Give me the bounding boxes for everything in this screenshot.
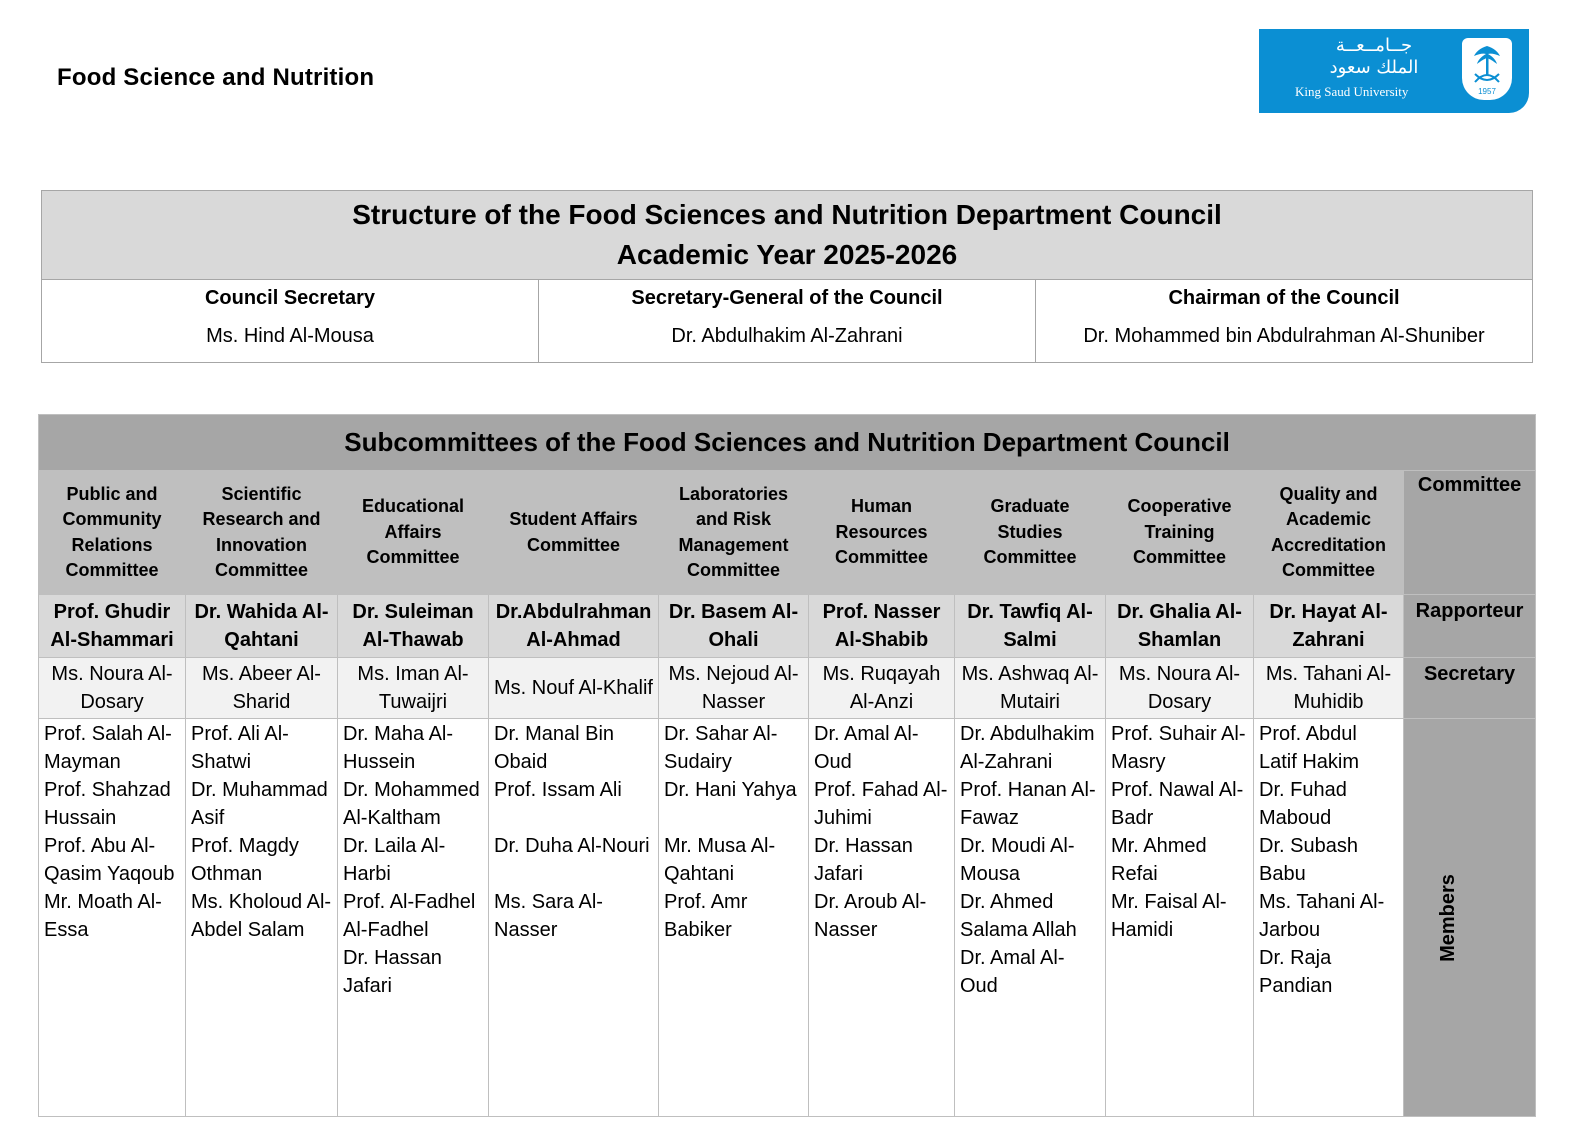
member-name: Dr. Muhammad Asif <box>191 779 328 829</box>
member-name: Dr. Abdulhakim Al-Zahrani <box>960 723 1095 773</box>
member-name: Ms. Tahani Al-Jarbou <box>1259 891 1385 941</box>
rapporteur-cell: Dr. Suleiman Al-Thawab <box>338 595 489 658</box>
committee-name-cell: Graduate Studies Committee <box>955 471 1106 595</box>
members-cell <box>489 719 659 1117</box>
member-name: Prof. Issam Ali <box>494 779 622 801</box>
members-label-text: Members <box>1436 873 1459 962</box>
members-cell <box>809 719 955 1117</box>
member-name: Ms. Kholoud Al-Abdel Salam <box>191 891 332 941</box>
rapporteur-cell: Dr. Ghalia Al-Shamlan <box>1106 595 1254 658</box>
member-name: Dr. Amal Al-Oud <box>960 947 1065 997</box>
palm-swords-emblem-icon <box>1462 38 1512 100</box>
secretary-cell: Ms. Abeer Al-Sharid <box>186 658 338 719</box>
member-name: Dr. Hani Yahya <box>664 779 797 801</box>
council-role-label: Secretary-General of the Council <box>539 280 1036 311</box>
logo-arabic-text: جــامــعــة الملك سعود <box>1329 35 1419 78</box>
member-name: Mr. Moath Al-Essa <box>44 891 162 941</box>
secretary-cell: Ms. Ashwaq Al-Mutairi <box>955 658 1106 719</box>
secretary-cell: Ms. Nejoud Al-Nasser <box>659 658 809 719</box>
secretary-cell: Ms. Ruqayah Al-Anzi <box>809 658 955 719</box>
member-name: Prof. Magdy Othman <box>191 835 299 885</box>
member-name: Dr. Moudi Al-Mousa <box>960 835 1075 885</box>
council-role-label: Council Secretary <box>42 280 539 311</box>
council-title-line1: Structure of the Food Sciences and Nutrition Department Council <box>352 199 1222 230</box>
member-name: Dr. Sahar Al-Sudairy <box>664 723 778 773</box>
rapporteur-row <box>39 595 1536 658</box>
members-cell <box>338 719 489 1117</box>
secretary-cell: Ms. Iman Al-Tuwaijri <box>338 658 489 719</box>
secretary-row <box>39 658 1536 719</box>
member-name: Dr. Fuhad Maboud <box>1259 779 1347 829</box>
member-name: Prof. Salah Al-Mayman <box>44 723 172 773</box>
member-name: Dr. Subash Babu <box>1259 835 1358 885</box>
member-name: Prof. Fahad Al-Juhimi <box>814 779 948 829</box>
member-name: Mr. Musa Al-Qahtani <box>664 835 776 885</box>
members-cell <box>955 719 1106 1117</box>
rapporteur-cell: Dr. Tawfiq Al-Salmi <box>955 595 1106 658</box>
rapporteur-cell: Prof. Nasser Al-Shabib <box>809 595 955 658</box>
secretary-cell: Ms. Noura Al-Dosary <box>1106 658 1254 719</box>
rapporteur-cell: Dr. Basem Al-Ohali <box>659 595 809 658</box>
member-name: Dr. Hassan Jafari <box>343 947 442 997</box>
member-name: Dr. Manal Bin Obaid <box>494 723 615 773</box>
council-title-line2: Academic Year 2025-2026 <box>616 239 958 270</box>
document-header-title: Food Science and Nutrition <box>57 64 375 91</box>
member-name: Prof. Abu Al-Qasim Yaqoub <box>44 835 175 885</box>
member-name: Mr. Faisal Al-Hamidi <box>1111 891 1227 941</box>
council-title <box>42 191 1533 280</box>
committee-name-cell: Public and Community Relations Committee <box>39 471 186 595</box>
rapporteur-cell: Dr. Hayat Al-Zahrani <box>1254 595 1404 658</box>
members-cell <box>659 719 809 1117</box>
secretary-cell: Ms. Nouf Al-Khalif <box>489 658 659 719</box>
secretary-cell: Ms. Noura Al-Dosary <box>39 658 186 719</box>
committee-names-row <box>39 471 1536 595</box>
members-cell <box>186 719 338 1117</box>
committee-name-cell: Quality and Academic Accreditation Committee <box>1254 471 1404 595</box>
committee-name-cell: Scientific Research and Innovation Committee <box>186 471 338 595</box>
committee-name-cell: Laboratories and Risk Management Committee <box>659 471 809 595</box>
secretary-cell: Ms. Tahani Al-Muhidib <box>1254 658 1404 719</box>
rapporteur-cell: Prof. Ghudir Al-Shammari <box>39 595 186 658</box>
member-name: Ms. Sara Al-Nasser <box>494 891 603 941</box>
member-name: Prof. Suhair Al-Masry <box>1111 723 1246 773</box>
member-name: Prof. Ali Al-Shatwi <box>191 723 289 773</box>
subcommittees-title: Subcommittees of the Food Sciences and Nutrition Department Council <box>39 415 1536 471</box>
members-cell <box>1254 719 1404 1117</box>
member-name: Dr. Mohammed Al-Kaltham <box>343 779 480 829</box>
university-logo <box>1259 29 1529 113</box>
subcommittees-table <box>38 414 1536 1117</box>
logo-english-text: King Saud University <box>1295 84 1409 99</box>
member-name: Prof. Amr Babiker <box>664 891 748 941</box>
member-name: Dr. Amal Al-Oud <box>814 723 919 773</box>
council-structure-table <box>41 190 1533 363</box>
member-name: Mr. Ahmed Refai <box>1111 835 1207 885</box>
members-cell <box>1106 719 1254 1117</box>
committee-name-cell: Cooperative Training Committee <box>1106 471 1254 595</box>
member-name: Dr. Maha Al-Hussein <box>343 723 454 773</box>
members-cell <box>39 719 186 1117</box>
row-label-members <box>1404 719 1536 1117</box>
members-row <box>39 719 1536 1117</box>
member-name: Prof. Shahzad Hussain <box>44 779 171 829</box>
member-name: Dr. Hassan Jafari <box>814 835 913 885</box>
council-role-label: Chairman of the Council <box>1036 280 1533 311</box>
svg-text:1957: 1957 <box>1478 87 1496 96</box>
member-name: Prof. Nawal Al-Badr <box>1111 779 1244 829</box>
council-role-name: Dr. Mohammed bin Abdulrahman Al-Shuniber <box>1036 310 1533 363</box>
member-name: Dr. Laila Al-Harbi <box>343 835 446 885</box>
rapporteur-cell: Dr.Abdulrahman Al-Ahmad <box>489 595 659 658</box>
row-label-committee: Committee <box>1404 471 1536 595</box>
committee-name-cell: Educational Affairs Committee <box>338 471 489 595</box>
member-name: Prof. Al-Fadhel Al-Fadhel <box>343 891 476 941</box>
rapporteur-cell: Dr. Wahida Al-Qahtani <box>186 595 338 658</box>
member-name: Dr. Duha Al-Nouri <box>494 835 650 857</box>
member-name: Prof. Abdul Latif Hakim <box>1259 723 1360 773</box>
committee-name-cell: Student Affairs Committee <box>489 471 659 595</box>
council-role-name: Dr. Abdulhakim Al-Zahrani <box>539 310 1036 363</box>
member-name: Dr. Raja Pandian <box>1259 947 1333 997</box>
member-name: Dr. Ahmed Salama Allah <box>960 891 1077 941</box>
council-role-name: Ms. Hind Al-Mousa <box>42 310 539 363</box>
row-label-rapporteur: Rapporteur <box>1404 595 1536 658</box>
committee-name-cell: Human Resources Committee <box>809 471 955 595</box>
member-name: Dr. Aroub Al-Nasser <box>814 891 927 941</box>
member-name: Prof. Hanan Al-Fawaz <box>960 779 1096 829</box>
row-label-secretary: Secretary <box>1404 658 1536 719</box>
